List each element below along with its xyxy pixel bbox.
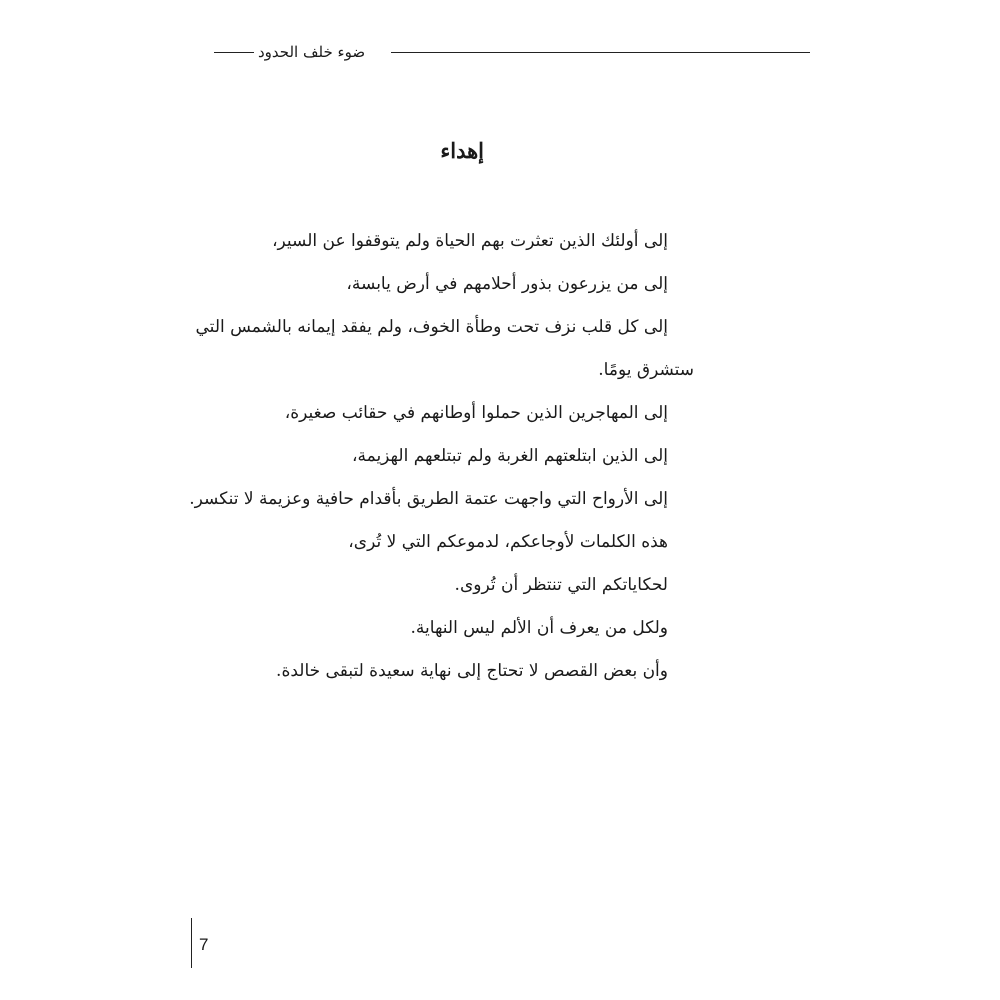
dedication-line: إلى أولئك الذين تعثرت بهم الحياة ولم يتوقفوا عن السير، [272, 231, 668, 251]
running-header [214, 40, 810, 64]
dedication-line: إلى الأرواح التي واجهت عتمة الطريق بأقدام حافية وعزيمة لا تنكسر. [189, 489, 668, 509]
dedication-line: إلى كل قلب نزف تحت وطأة الخوف، ولم يفقد إيمانه بالشمس التي [195, 317, 668, 337]
page-title: إهداء [440, 138, 484, 163]
dedication-line: لحكاياتكم التي تنتظر أن تُروى. [454, 575, 668, 595]
header-rule-left [214, 52, 254, 53]
running-title: ضوء خلف الحدود [258, 43, 366, 61]
dedication-line: هذه الكلمات لأوجاعكم، لدموعكم التي لا تُرى، [348, 532, 668, 552]
dedication-line: إلى من يزرعون بذور أحلامهم في أرض يابسة، [346, 274, 668, 294]
dedication-text [189, 220, 694, 693]
dedication-line: إلى الذين ابتلعتهم الغربة ولم تبتلعهم الهزيمة، [352, 446, 668, 466]
dedication-line: إلى المهاجرين الذين حملوا أوطانهم في حقائب صغيرة، [284, 403, 668, 423]
dedication-line: ستشرق يومًا. [598, 360, 694, 380]
page-number: 7 [199, 935, 209, 954]
dedication-line: ولكل من يعرف أن الألم ليس النهاية. [410, 618, 668, 638]
header-rule-right [391, 52, 810, 53]
footer-rule [191, 918, 192, 968]
dedication-line: وأن بعض القصص لا تحتاج إلى نهاية سعيدة لتبقى خالدة. [276, 661, 668, 681]
